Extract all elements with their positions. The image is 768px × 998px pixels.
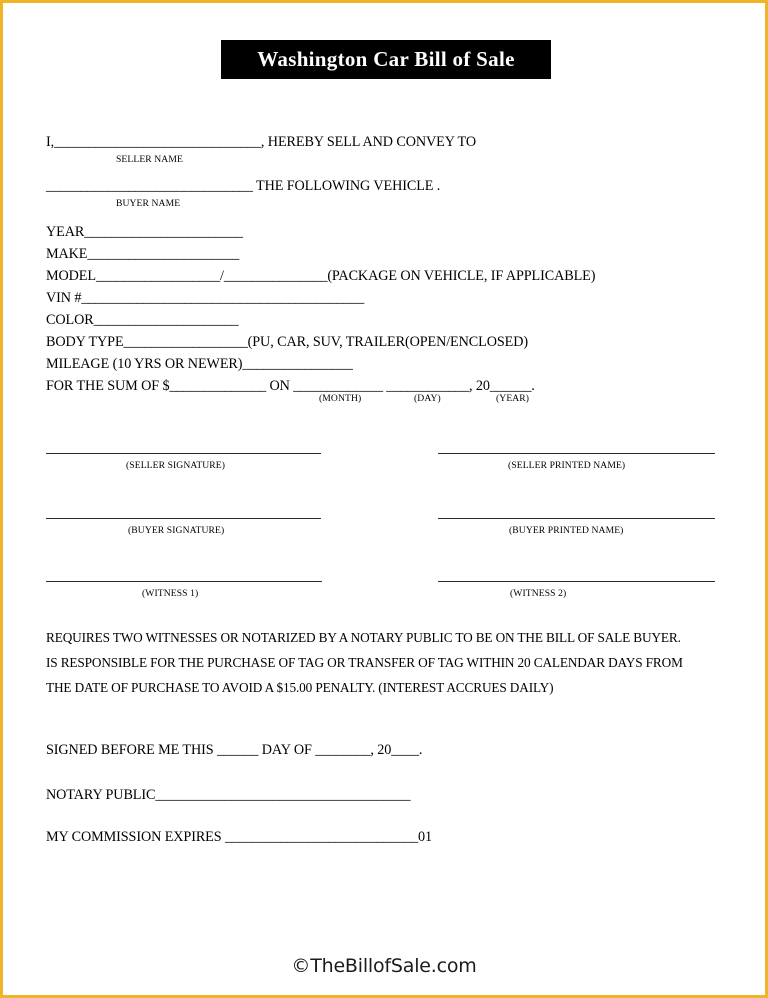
seller-printed-name-line[interactable] xyxy=(438,453,715,454)
seller-line-suffix: , HEREBY SELL AND CONVEY TO xyxy=(260,134,477,150)
color-field xyxy=(46,313,238,327)
witness-2-caption: (WITNESS 2) xyxy=(510,588,567,599)
body-type-label: BODY TYPE xyxy=(46,334,124,350)
body-type-field xyxy=(46,335,528,349)
seller-printed-name-caption: (SELLER PRINTED NAME) xyxy=(508,460,626,471)
buyer-signature-caption: (BUYER SIGNATURE) xyxy=(128,525,225,536)
month-caption: (MONTH) xyxy=(319,393,362,404)
notary-public-blank[interactable]: _____________________________________ xyxy=(155,787,411,803)
signed-year-prefix: , 20 xyxy=(370,742,392,758)
witness-2-line[interactable] xyxy=(438,581,715,582)
color-label: COLOR xyxy=(46,312,94,328)
signed-mid: DAY OF xyxy=(258,742,316,758)
month-blank[interactable]: _____________ xyxy=(293,378,383,394)
buyer-name-caption: BUYER NAME xyxy=(116,198,181,209)
seller-name-blank[interactable]: ______________________________ xyxy=(54,134,261,150)
buyer-printed-name-caption: (BUYER PRINTED NAME) xyxy=(509,525,624,536)
model-separator: / xyxy=(220,268,224,284)
year-prefix: , 20 xyxy=(469,378,490,394)
seller-signature-line[interactable] xyxy=(46,453,321,454)
commission-label: MY COMMISSION EXPIRES xyxy=(46,829,225,845)
color-blank[interactable]: _____________________ xyxy=(93,312,239,328)
mileage-blank[interactable]: ________________ xyxy=(242,356,353,372)
seller-name-caption: SELLER NAME xyxy=(116,154,183,165)
seller-line-prefix: I, xyxy=(46,134,55,150)
document-title-banner xyxy=(221,40,551,79)
notice-line-1: REQUIRES TWO WITNESSES OR NOTARIZED BY A NOTARY PUBLIC TO BE ON THE BILL OF SALE BUYER. xyxy=(46,630,681,645)
commission-expires-line xyxy=(46,830,432,844)
page-title: Washington Car Bill of Sale xyxy=(257,47,515,71)
vin-blank[interactable]: _________________________________________ xyxy=(81,290,365,306)
site-footer: ©TheBillofSale.com xyxy=(291,955,477,977)
body-type-note: (PU, CAR, SUV, TRAILER(OPEN/ENCLOSED) xyxy=(247,334,528,350)
day-caption: (DAY) xyxy=(414,393,441,404)
notice-line-2: IS RESPONSIBLE FOR THE PURCHASE OF TAG OR TRANSFER OF TAG WITHIN 20 CALENDAR DAYS FROM xyxy=(46,655,683,670)
year-caption: (YEAR) xyxy=(496,393,530,404)
commission-blank[interactable]: ____________________________ xyxy=(224,829,419,845)
body-type-blank[interactable]: __________________ xyxy=(123,334,248,350)
signed-month-blank[interactable]: ________ xyxy=(315,742,371,758)
year-blank[interactable]: _______________________ xyxy=(84,224,243,240)
make-blank[interactable]: ______________________ xyxy=(87,246,240,262)
seller-signature-caption: (SELLER SIGNATURE) xyxy=(126,460,226,471)
notary-public-label: NOTARY PUBLIC xyxy=(46,787,156,803)
witness-1-caption: (WITNESS 1) xyxy=(142,588,199,599)
model-field xyxy=(46,269,595,283)
signed-year-blank[interactable]: ____ xyxy=(391,742,419,758)
package-note: (PACKAGE ON VEHICLE, IF APPLICABLE) xyxy=(327,268,596,284)
notary-public-line xyxy=(46,788,410,802)
mileage-field xyxy=(46,357,353,371)
buyer-line xyxy=(46,179,440,193)
sale-period: . xyxy=(531,378,535,394)
document-sheet xyxy=(3,3,765,995)
buyer-signature-line[interactable] xyxy=(46,518,321,519)
seller-line xyxy=(46,135,476,149)
buyer-printed-name-line[interactable] xyxy=(438,518,715,519)
notice-line-3: THE DATE OF PURCHASE TO AVOID A $15.00 PENALTY. (INTEREST ACCRUES DAILY) xyxy=(46,680,554,695)
mileage-label: MILEAGE (10 YRS OR NEWER) xyxy=(46,356,243,372)
model-blank[interactable]: __________________ xyxy=(95,268,221,284)
package-blank[interactable]: _______________ xyxy=(223,268,328,284)
sale-sum-line xyxy=(46,379,535,393)
buyer-line-suffix: THE FOLLOWING VEHICLE . xyxy=(252,178,441,194)
vin-field xyxy=(46,291,364,305)
day-blank[interactable]: ____________ xyxy=(386,378,470,394)
witness-1-line[interactable] xyxy=(46,581,322,582)
year-field xyxy=(46,225,243,239)
year-label: YEAR xyxy=(46,224,85,240)
signed-prefix: SIGNED BEFORE ME THIS xyxy=(46,742,217,758)
sale-year-blank[interactable]: ______ xyxy=(489,378,532,394)
make-label: MAKE xyxy=(46,246,88,262)
sum-blank[interactable]: ______________ xyxy=(169,378,267,394)
sum-prefix: FOR THE SUM OF $ xyxy=(46,378,170,394)
on-label: ON xyxy=(269,378,290,394)
signed-day-blank[interactable]: ______ xyxy=(216,742,259,758)
vin-label: VIN # xyxy=(46,290,82,306)
make-field xyxy=(46,247,239,261)
commission-suffix: 01 xyxy=(418,829,433,845)
signed-period: . xyxy=(418,742,423,758)
buyer-name-blank[interactable]: ______________________________ xyxy=(46,178,253,194)
model-label: MODEL xyxy=(46,268,96,284)
signed-before-me-line xyxy=(46,743,422,757)
